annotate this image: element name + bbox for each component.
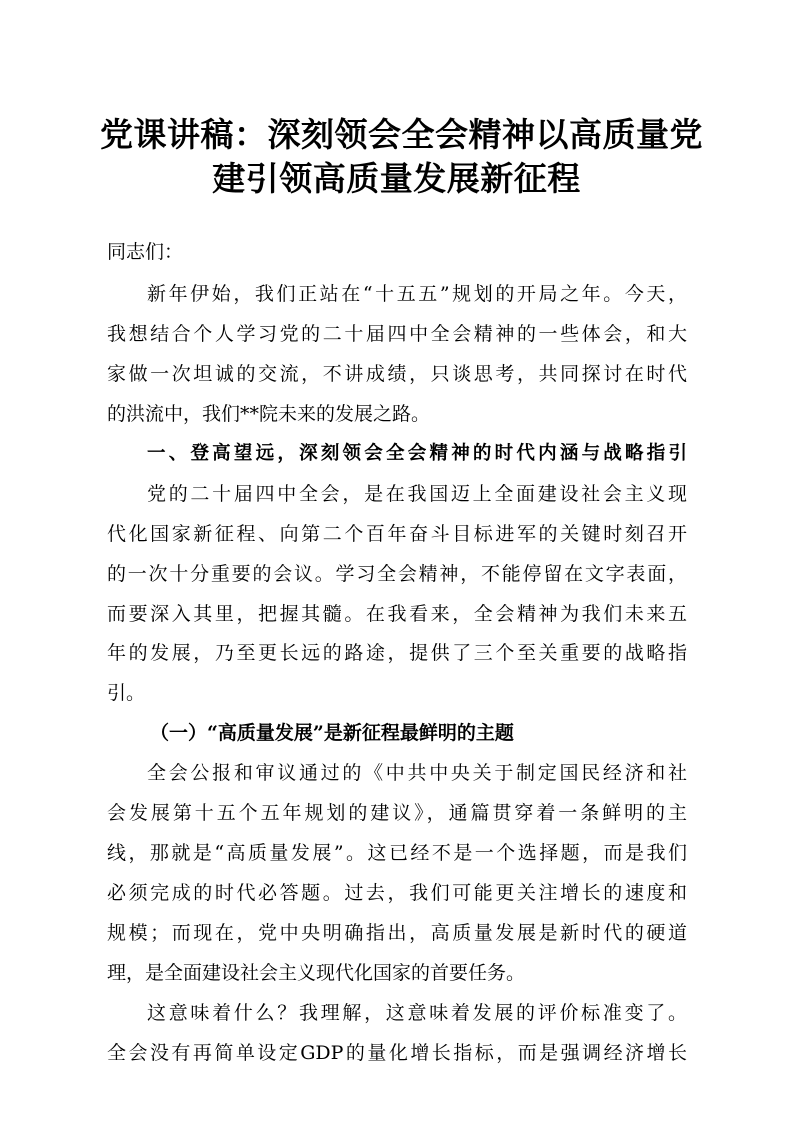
- document-title-line-2: 建引领高质量发展新征程: [212, 159, 581, 198]
- section-heading: 一、登高望远，深刻领会全会精神的时代内涵与战略指引: [147, 443, 687, 464]
- paragraph-line: 年的发展，乃至更长远的路途，提供了三个至关重要的战略指: [107, 642, 687, 664]
- paragraph-line: 必须完成的时代必答题。过去，我们可能更关注增长的速度和: [107, 882, 687, 904]
- paragraph-line: 理，是全面建设社会主义现代化国家的首要任务。: [107, 962, 526, 984]
- document-title-line-1: 党课讲稿：深刻领会全会精神以高质量党: [100, 115, 703, 154]
- paragraph-line: 全会公报和审议通过的《中共中央关于制定国民经济和社: [147, 762, 687, 784]
- paragraph-line: 新年伊始，我们正站在“十五五”规划的开局之年。今天，: [147, 283, 687, 305]
- paragraph-line: 引。: [107, 682, 146, 704]
- paragraph-line: 规模；而现在，党中央明确指出，高质量发展是新时代的硬道: [107, 922, 687, 944]
- paragraph-line: 党的二十届四中全会，是在我国迈上全面建设社会主义现: [147, 483, 687, 505]
- subsection-heading: （一）“高质量发展”是新征程最鲜明的主题: [150, 722, 514, 744]
- paragraph-line: 的一次十分重要的会议。学习全会精神，不能停留在文字表面，: [107, 563, 687, 585]
- paragraph-line: 这意味着什么？我理解，这意味着发展的评价标准变了。: [147, 1002, 687, 1024]
- paragraph-line: 我想结合个人学习党的二十届四中全会精神的一些体会，和大: [107, 323, 687, 345]
- paragraph-line: 会发展第十五个五年规划的建议》，通篇贯穿着一条鲜明的主: [107, 802, 687, 824]
- paragraph-line: 线，那就是“高质量发展”。这已经不是一个选择题，而是我们: [107, 842, 687, 864]
- paragraph-line: 的洪流中，我们**院未来的发展之路。: [107, 403, 431, 425]
- salutation: 同志们：: [107, 241, 184, 263]
- paragraph-line: 而要深入其里，把握其髓。在我看来，全会精神为我们未来五: [107, 603, 687, 625]
- paragraph-line: 家做一次坦诚的交流，不讲成绩，只谈思考，共同探讨在时代: [107, 363, 687, 385]
- paragraph-line: 代化国家新征程、向第二个百年奋斗目标进军的关键时刻召开: [107, 523, 687, 545]
- paragraph-line: 全会没有再简单设定GDP的量化增长指标，而是强调经济增长: [107, 1042, 687, 1064]
